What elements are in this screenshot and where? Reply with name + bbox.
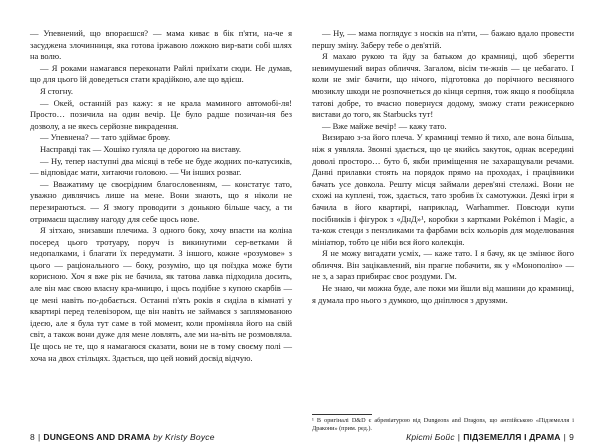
- right-page: [312, 28, 574, 306]
- right-running-title: ПІДЗЕМЕЛЛЯ І ДРАМА: [463, 432, 561, 442]
- footnote: ¹ В оригіналі D&D є абревіатурою від Dungeons and Dragons, що англійською «Підземелля і Дракони» (прим. ред.).: [312, 417, 574, 432]
- paragraph: — Упевнений, що впораєшся? — мама киває в бік п'яти, на-че я засуджена злочинниця, яка готова іржавою ложкою вир-вати собі шлях на волю.: [30, 28, 292, 62]
- footer-separator: |: [563, 432, 567, 442]
- footer-separator: |: [457, 432, 461, 442]
- paragraph: Не знаю, чи можна буде, але поки ми йшли від машини до крамниці, я думала про нього з думкою, що дніплюся з друзями.: [312, 283, 574, 305]
- right-page-footer: [406, 432, 574, 442]
- paragraph: Насправді так — Хошіко гуляла це дорогою на виставу.: [40, 143, 241, 154]
- paragraph: Я махаю рукою та йду за батьком до крамниці, щоб зберегти невимушений вираз обличчя. Загалом, вісім ти-жнів — це небагато. І коли не зміг бачити, що нічого, підготовка до порічного весняного мюзиклу шкоди не розпочнеться до кінця серпня, тож якщо я пообіцяла татові добре, то вчасно повернуся додому, зможу стати режисеркою вистави до того, як Starbucks тут!: [312, 51, 574, 120]
- left-page: [30, 28, 292, 364]
- paragraph: — Окей, останній раз кажу: я не крала маминого автомобі-ля! Просто… позичила на один вечір. Це було радше позичан-ня без дозволу, а не якесь серйозне викрадення.: [30, 97, 292, 131]
- footer-separator: |: [37, 432, 41, 442]
- paragraph: Я стогну.: [40, 85, 73, 96]
- footnote-rule: [312, 414, 372, 415]
- paragraph: Я не можу вигадати усміх, — каже тато. І я бачу, як це змінює його обличчя. Він зацікавлений, він прагне побачити, як у «Монополію» — не з, а зараз прибирає своє роздуми. Гм.: [312, 248, 574, 282]
- paragraph: — Вважатиму це своєрідним благословенням, — констатує тато, уважно дивлячись лише на мене. Вони знають, що я ніколи не перезираються. — Я змогу проводити з донькою більше часу, а ти отримаєш щасливу нагоду для себе щось нове.: [30, 178, 292, 224]
- paragraph: — Ну, тепер наступні два місяці в тебе не буде жодних по-катусиків, — відповідає мати, хитаючи головою. — Чи інших розваг.: [30, 155, 292, 178]
- right-page-number: 9: [569, 432, 574, 442]
- paragraph: Визираю з-за його плеча. У крамниці темно й тихо, але вона більша, ніж я уявляла. Звонні здається, що це якийсь закуток, однак всередині доволі просторо… буто б, якби приміщення не захаращували речами. Данні прилавки стоять на порядок прямо на проходах, і працівники бачать усе довкола. Решту місця займали дерев'яні стелажі. Вони не схожі на куплені, тож, здається, тато зробив їх самотужки. Деякі ігри я бачила в його квартирі, наприклад, Warhammer. Повсюди купи посібників і фігурок з «ДнД»¹, коробки з картками Pokémon і Magic, а та-кож стенди з пензликами та фарбами всіх кольорів для моделювання мініатюр, тобто це ніби вся його колекція.: [312, 132, 574, 247]
- left-page-footer: [30, 432, 215, 442]
- paragraph: — Я роками намагався переконати Райлі приїхати сюди. Не думав, що для цього їй доведеться стати крадійкою, але що вдієш.: [30, 62, 292, 85]
- left-running-author: by Kristy Boyce: [153, 432, 215, 442]
- paragraph: — Упевнена? — тато здіймає брову.: [40, 132, 171, 143]
- left-running-title: DUNGEONS AND DRAMA: [43, 432, 151, 442]
- left-page-number: 8: [30, 432, 35, 442]
- paragraph: — Ну, — мама поглядує з носків на п'яти, — бажаю вдало провести першу зміну. Заберу тебе о дев'ятій.: [312, 28, 574, 50]
- paragraph: — Вже майже вечір! — кажу тато.: [322, 120, 447, 131]
- paragraph: Я зітхаю, знизавши плечима. З одного боку, хочу впасти на коліна посеред цього тротуару, поруч із викинутими сер-ветками й недопалками, і благати їх передумати. З іншого, кожне «розумове» з цього — раціонального — боку, розумію, що ця поїздка може бути корисною. Хоч я вже рік не бачила, як татова лавка підходила досить, але він має свою власну кра-мницю, і щось подібне з купою скарбів — це мені навіть по-добається. Останні п'ять років я сиділа в кімнаті у квартирі перед телевізором, ще він навіть не займався з заплямованою ідеєю, але я була тут саме в той момент, коли проміняла його на свій світ, а також вони дуже для мене ловлять, але ми на-віть не розмовляла. Це щось не те, що я намагаюся сказати, вони не в тому своєму полі — хоча на двох стільцях. Здається, що цей новий досвід відчую.: [30, 225, 292, 363]
- right-running-author: Крісті Бойс: [406, 432, 455, 442]
